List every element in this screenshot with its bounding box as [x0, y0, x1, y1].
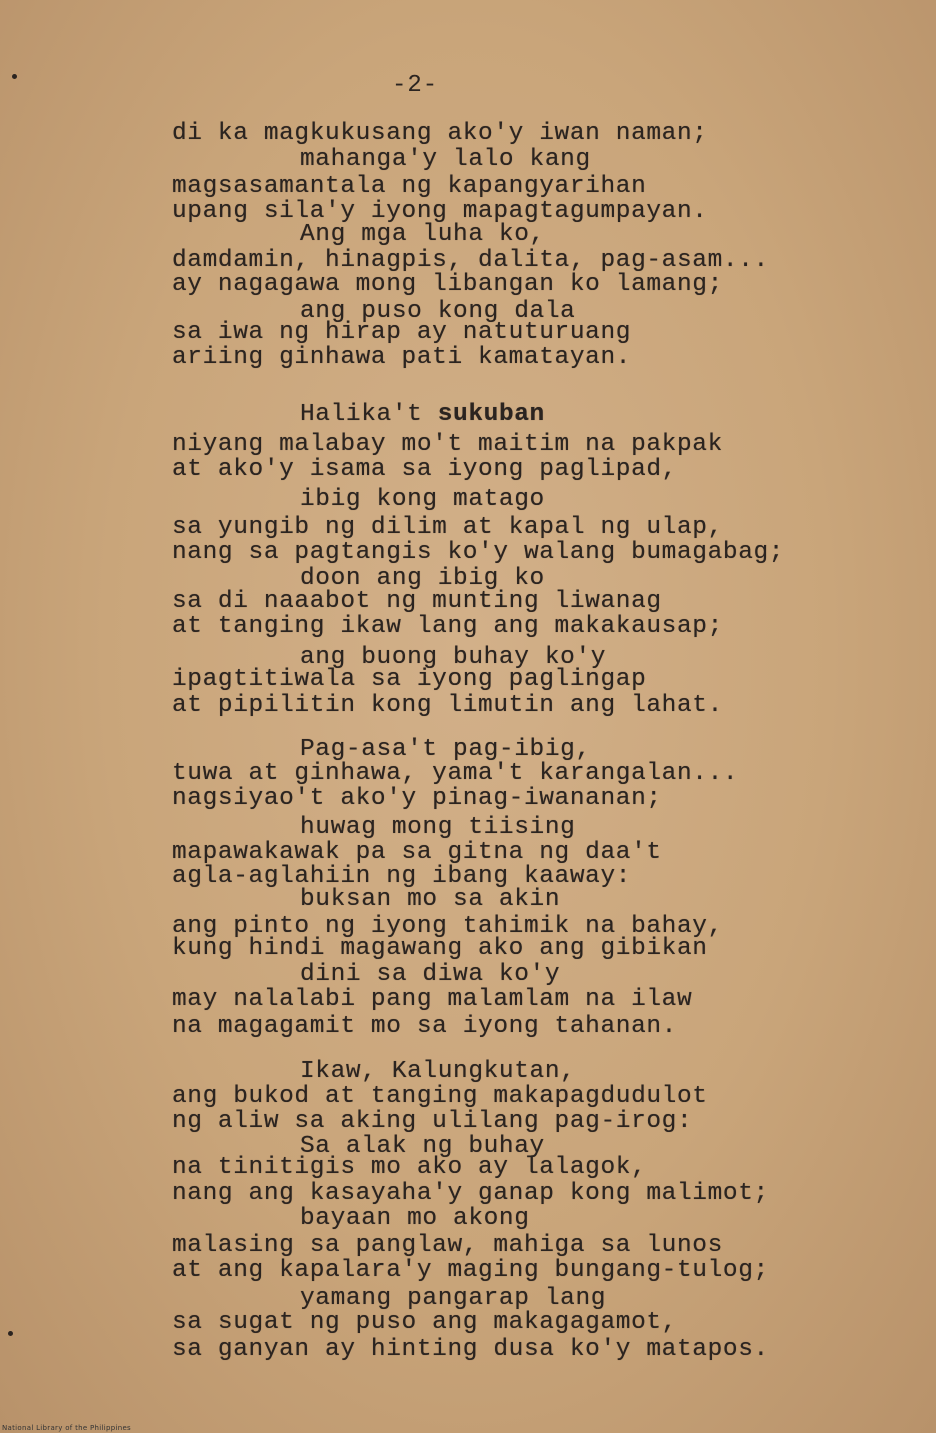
poem-line: sa sugat ng puso ang makagagamot, — [172, 1309, 677, 1336]
poem-line: sa ganyan ay hinting dusa ko'y matapos. — [172, 1336, 769, 1363]
poem-line: ariing ginhawa pati kamatayan. — [172, 344, 632, 371]
poem-line: at tanging ikaw lang ang makakausap; — [172, 613, 723, 640]
poem-line: sa iwa ng hirap ay natuturuang — [172, 319, 632, 346]
poem-line: Pag-asa't pag-ibig, — [300, 736, 591, 763]
poem-line: ay nagagawa mong libangan ko lamang; — [172, 271, 723, 298]
poem-line: sa di naaabot ng munting liwanag — [172, 588, 662, 615]
poem-line: bayaan mo akong — [300, 1205, 530, 1232]
poem-line: may nalalabi pang malamlam na ilaw — [172, 986, 693, 1013]
poem-line: ang bukod at tanging makapagdudulot — [172, 1083, 708, 1110]
poem-line: at ako'y isama sa iyong paglipad, — [172, 456, 677, 483]
poem-line: ibig kong matago — [300, 486, 545, 513]
poem-line: Ang mga luha ko, — [300, 221, 545, 248]
poem-line: mahanga'y lalo kang — [300, 146, 591, 173]
poem-line: yamang pangarap lang — [300, 1285, 607, 1312]
poem-word: Halika't — [300, 401, 423, 428]
poem-line: nang sa pagtangis ko'y walang bumagabag; — [172, 539, 785, 566]
poem-line: nang ang kasayaha'y ganap kong malimot; — [172, 1180, 769, 1207]
poem-line: malasing sa panglaw, mahiga sa lunos — [172, 1232, 723, 1259]
poem-line: ang puso kong dala — [300, 298, 576, 325]
poem-line: ng aliw sa aking ulilang pag-irog: — [172, 1108, 693, 1135]
poem-line: niyang malabay mo't maitim na pakpak — [172, 431, 723, 458]
poem-line: upang sila'y iyong mapagtagumpayan. — [172, 198, 708, 225]
poem-line: ang buong buhay ko'y — [300, 644, 607, 671]
poem-line: Ikaw, Kalungkutan, — [300, 1058, 576, 1085]
poem-line: tuwa at ginhawa, yama't karangalan... — [172, 760, 739, 787]
ink-speck — [12, 74, 17, 79]
poem-line: kung hindi magawang ako ang gibikan — [172, 935, 708, 962]
poem-line: Sa alak ng buhay — [300, 1133, 545, 1160]
poem-line: ang pinto ng iyong tahimik na bahay, — [172, 913, 723, 940]
poem-line: huwag mong tiising — [300, 814, 576, 841]
poem-line: ipagtitiwala sa iyong paglingap — [172, 666, 647, 693]
poem-line — [300, 402, 545, 428]
poem-word-bold: sukuban — [437, 401, 545, 428]
footer-credit: National Library of the Philippines — [2, 1424, 131, 1432]
poem-line: at ang kapalara'y maging bungang-tulog; — [172, 1257, 769, 1284]
poem-line: sa yungib ng dilim at kapal ng ulap, — [172, 514, 723, 541]
poem-line: na tinitigis mo ako ay lalagok, — [172, 1154, 647, 1181]
page-number: -2- — [392, 72, 439, 99]
poem-line: mapawakawak pa sa gitna ng daa't — [172, 839, 662, 866]
poem-line: di ka magkukusang ako'y iwan naman; — [172, 120, 708, 147]
poem-line: damdamin, hinagpis, dalita, pag-asam... — [172, 247, 769, 274]
poem-line: agla-aglahiin ng ibang kaaway: — [172, 863, 632, 890]
poem-line: nagsiyao't ako'y pinag-iwananan; — [172, 785, 662, 812]
poem-line: dini sa diwa ko'y — [300, 961, 561, 988]
ink-speck — [8, 1331, 13, 1336]
poem-line: doon ang ibig ko — [300, 565, 545, 592]
poem-line: na magagamit mo sa iyong tahanan. — [172, 1013, 677, 1040]
poem-line: magsasamantala ng kapangyarihan — [172, 173, 647, 200]
poem-line: buksan mo sa akin — [300, 886, 561, 913]
poem-line: at pipilitin kong limutin ang lahat. — [172, 692, 723, 719]
